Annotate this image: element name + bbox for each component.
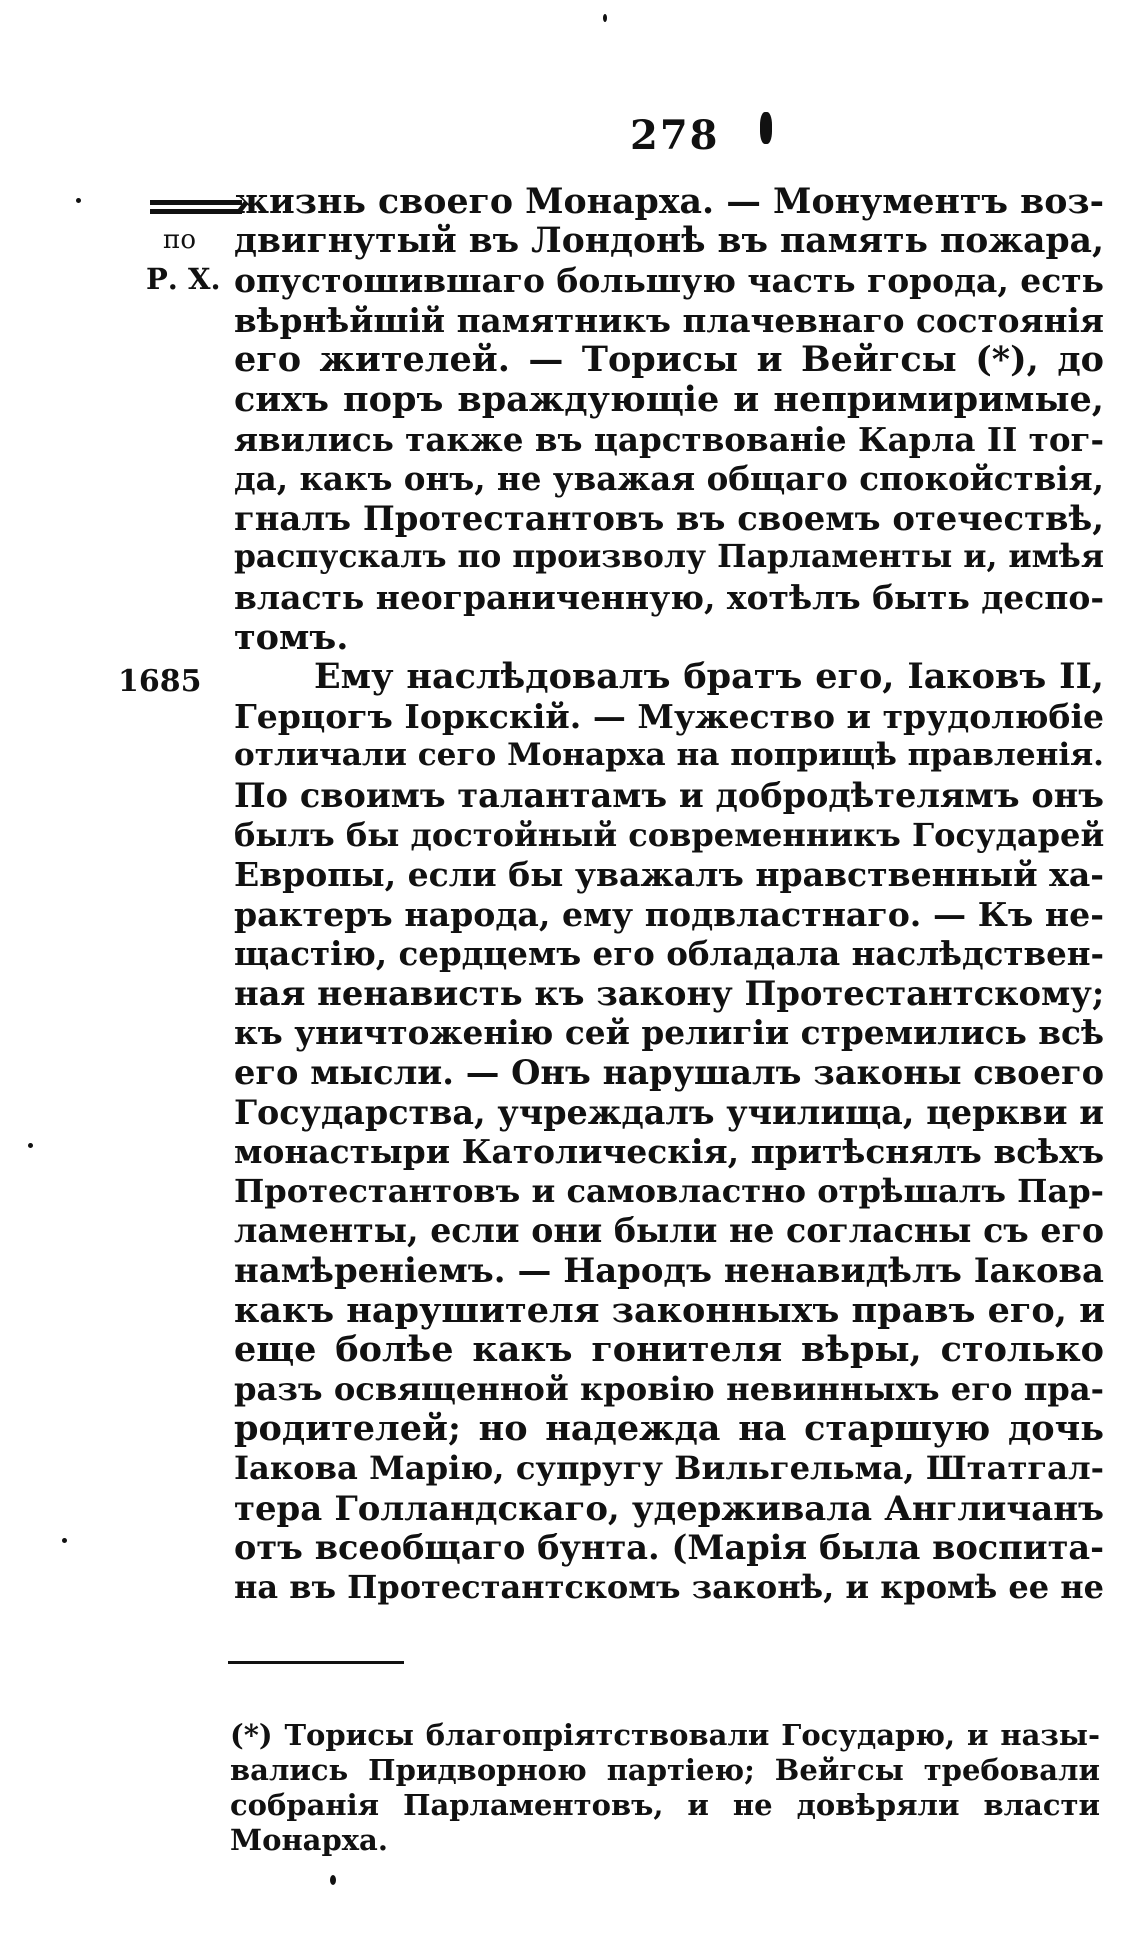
text-line: родителей; но надежда на старшую дочь <box>234 1408 1104 1450</box>
text-line: двигнутый въ Лондонѣ въ память пожара, <box>234 220 1104 261</box>
text-line: Ему наслѣдовалъ братъ его, Іаковъ II, <box>314 656 1104 698</box>
text-line: ламенты, если они были не согласны съ его <box>234 1211 1104 1251</box>
text-line: щастію, сердцемъ его обладала наслѣдствен- <box>234 934 1104 974</box>
text-line: сихъ поръ враждующіе и непримиримые, <box>234 378 1104 420</box>
text-line: Герцогъ Іоркскій. — Мужество и трудолюбіе <box>234 696 1104 736</box>
text-line: Государства, учреждалъ училища, церкви и <box>234 1092 1104 1132</box>
text-line: распускалъ по произволу Парламенты и, имѣя <box>234 539 1104 576</box>
footnote-line: (*) Торисы благопріятствовали Государю, и назы- <box>230 1718 1100 1752</box>
text-line: явились также въ царствованіе Карла II тог- <box>234 419 1104 459</box>
text-line: монастыри Католическія, притѣснялъ всѣхъ <box>234 1132 1104 1172</box>
ink-speck <box>330 1875 336 1885</box>
ink-speck <box>76 198 81 203</box>
margin-note-po: по <box>163 225 196 255</box>
text-line: еще болѣе какъ гонителя вѣры, столько <box>234 1329 1104 1371</box>
text-line: какъ нарушителя законныхъ правъ его, и <box>234 1289 1106 1331</box>
running-rule <box>150 200 242 205</box>
footnote-rule <box>228 1661 404 1664</box>
text-line: его жителей. — Торисы и Вейгсы (*), до <box>234 339 1104 381</box>
margin-note-era: Р. Х. <box>146 262 221 296</box>
text-line: Европы, если бы уважалъ нравственный ха- <box>234 855 1104 895</box>
text-line: отъ всеобщаго бунта. (Марія была воспита- <box>234 1528 1104 1568</box>
ink-speck <box>28 1143 33 1148</box>
margin-note-year: 1685 <box>118 664 202 699</box>
text-line: тера Голландскаго, удерживала Англичанъ <box>234 1487 1104 1528</box>
text-line: да, какъ онъ, не уважая общаго спокойствія, <box>234 459 1104 499</box>
footnote-line: вались Придворною партіею; Вейгсы требовали <box>230 1753 1100 1787</box>
text-line: разъ освященной кровію невинныхъ его пра- <box>234 1369 1104 1408</box>
text-line: жизнь своего Монарха. — Монументъ воз- <box>234 181 1104 222</box>
text-line: гналъ Протестантовъ въ своемъ отечествѣ, <box>234 497 1104 538</box>
text-line: власть неограниченную, хотѣлъ быть деспо- <box>234 577 1104 617</box>
text-line: на въ Протестантскомъ законѣ, и кромѣ ее не <box>234 1567 1104 1606</box>
text-line: рактеръ народа, ему подвластнаго. — Къ не- <box>234 894 1104 934</box>
footnote-line: Монарха. <box>230 1823 388 1857</box>
text-line: намѣреніемъ. — Народъ ненавидѣлъ Іакова <box>234 1250 1104 1291</box>
ink-speck <box>603 14 607 22</box>
text-line: къ уничтоженію сей религіи стремились всѣ <box>234 1013 1104 1053</box>
body-text <box>234 182 1104 1607</box>
text-line: Іакова Марію, супругу Вильгельма, Штатгал- <box>234 1449 1104 1487</box>
page-number: 278 <box>630 112 720 159</box>
text-line: его мысли. — Онъ нарушалъ законы своего <box>234 1052 1104 1093</box>
ink-speck <box>760 112 772 144</box>
text-line: Протестантовъ и самовластно отрѣшалъ Пар- <box>234 1171 1104 1210</box>
text-line: опустошившаго большую часть города, есть <box>234 261 1104 301</box>
text-line: отличали сего Монарха на поприщѣ правленія. <box>234 737 1104 774</box>
footnote-line: собранія Парламентовъ, и не довѣряли власти <box>230 1788 1100 1822</box>
text-line: томъ. <box>234 616 349 658</box>
text-line: былъ бы достойный современникъ Государей <box>234 815 1105 854</box>
text-line: По своимъ талантамъ и добродѣтелямъ онъ <box>234 775 1104 815</box>
text-line: вѣрнѣйшій памятникъ плачевнаго состоянія <box>234 300 1104 340</box>
text-line: ная ненависть къ закону Протестантскому; <box>234 972 1105 1013</box>
ink-speck <box>62 1538 67 1543</box>
footnote <box>230 1718 1100 1858</box>
